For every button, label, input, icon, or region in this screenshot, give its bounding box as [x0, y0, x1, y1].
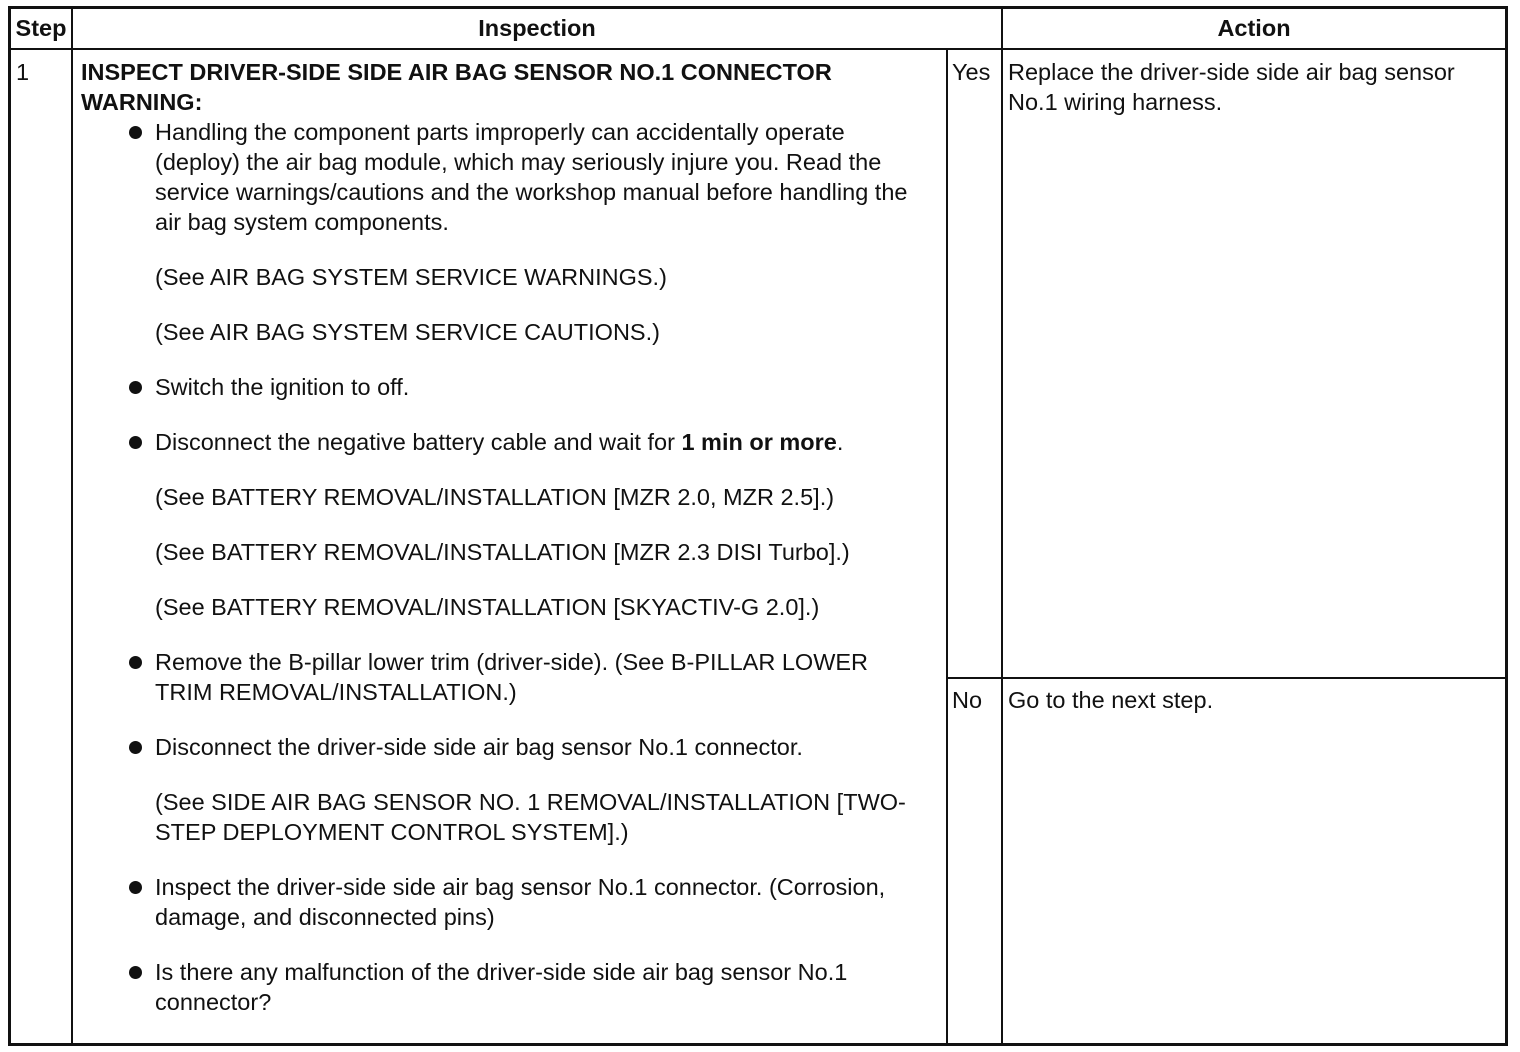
answer-yes: Yes — [952, 59, 991, 85]
list-item — [81, 957, 921, 1017]
header-inspection: Inspection — [478, 15, 596, 41]
header-divider — [11, 48, 1505, 50]
list-item — [81, 872, 921, 932]
bullet-text-end: . — [836, 429, 844, 455]
reference-text: (See AIR BAG SYSTEM SERVICE CAUTIONS.) — [155, 319, 660, 345]
list-item — [81, 732, 921, 762]
list-item — [81, 372, 921, 402]
yes-no-divider — [946, 677, 1505, 679]
list-item — [81, 117, 921, 237]
reference-text: (See SIDE AIR BAG SENSOR NO. 1 REMOVAL/INSTALLATION [TWO-STEP DEPLOYMENT CONTROL SYSTEM].) — [155, 789, 906, 845]
bullet-icon — [129, 436, 142, 449]
col-divider-action — [1001, 9, 1003, 1043]
header-step: Step — [15, 15, 67, 41]
reference-text: (See BATTERY REMOVAL/INSTALLATION [MZR 2.0, MZR 2.5].) — [155, 484, 835, 510]
bullet-icon — [129, 656, 142, 669]
bullet-text: Switch the ignition to off. — [155, 374, 410, 400]
answer-no: No — [952, 687, 983, 713]
inspection-title-line1: INSPECT DRIVER-SIDE SIDE AIR BAG SENSOR NO.1 CONNECTOR — [81, 59, 832, 85]
bullet-text: Handling the component parts improperly can accidentally operate (deploy) the air bag module, which may seriously injure you. Read the service warnings/cautions and the workshop manual before handling the air bag system components. — [155, 119, 908, 235]
inspection-title — [81, 57, 941, 117]
bullet-icon — [129, 741, 142, 754]
action-yes: Replace the driver-side side air bag sensor No.1 wiring harness. — [1008, 59, 1455, 115]
list-item — [81, 647, 921, 707]
bullet-icon — [129, 126, 142, 139]
warning-label: WARNING: — [81, 89, 203, 115]
step-number: 1 — [16, 59, 30, 85]
bullet-icon — [129, 381, 142, 394]
col-divider-step — [71, 9, 73, 1043]
reference-text: (See BATTERY REMOVAL/INSTALLATION [MZR 2.3 DISI Turbo].) — [155, 539, 850, 565]
bullet-text: Disconnect the driver-side side air bag sensor No.1 connector. — [155, 734, 803, 760]
wait-time: 1 min or more — [681, 429, 837, 455]
col-divider-answer — [946, 49, 948, 1043]
reference-text: (See AIR BAG SYSTEM SERVICE WARNINGS.) — [155, 264, 667, 290]
header-action: Action — [1217, 15, 1291, 41]
procedure-table — [8, 6, 1508, 1046]
action-no: Go to the next step. — [1008, 687, 1214, 713]
bullet-text: Is there any malfunction of the driver-side side air bag sensor No.1 connector? — [155, 959, 848, 1015]
bullet-icon — [129, 966, 142, 979]
bullet-text: Disconnect the negative battery cable and wait for — [155, 429, 682, 455]
list-item — [81, 427, 921, 457]
bullet-icon — [129, 881, 142, 894]
bullet-text: Remove the B-pillar lower trim (driver-side). (See B-PILLAR LOWER TRIM REMOVAL/INSTALLATION.) — [155, 649, 869, 705]
inspection-steps — [81, 117, 921, 1042]
reference-text: (See BATTERY REMOVAL/INSTALLATION [SKYACTIV-G 2.0].) — [155, 594, 820, 620]
bullet-text: Inspect the driver-side side air bag sensor No.1 connector. (Corrosion, damage, and disconnected pins) — [155, 874, 886, 930]
